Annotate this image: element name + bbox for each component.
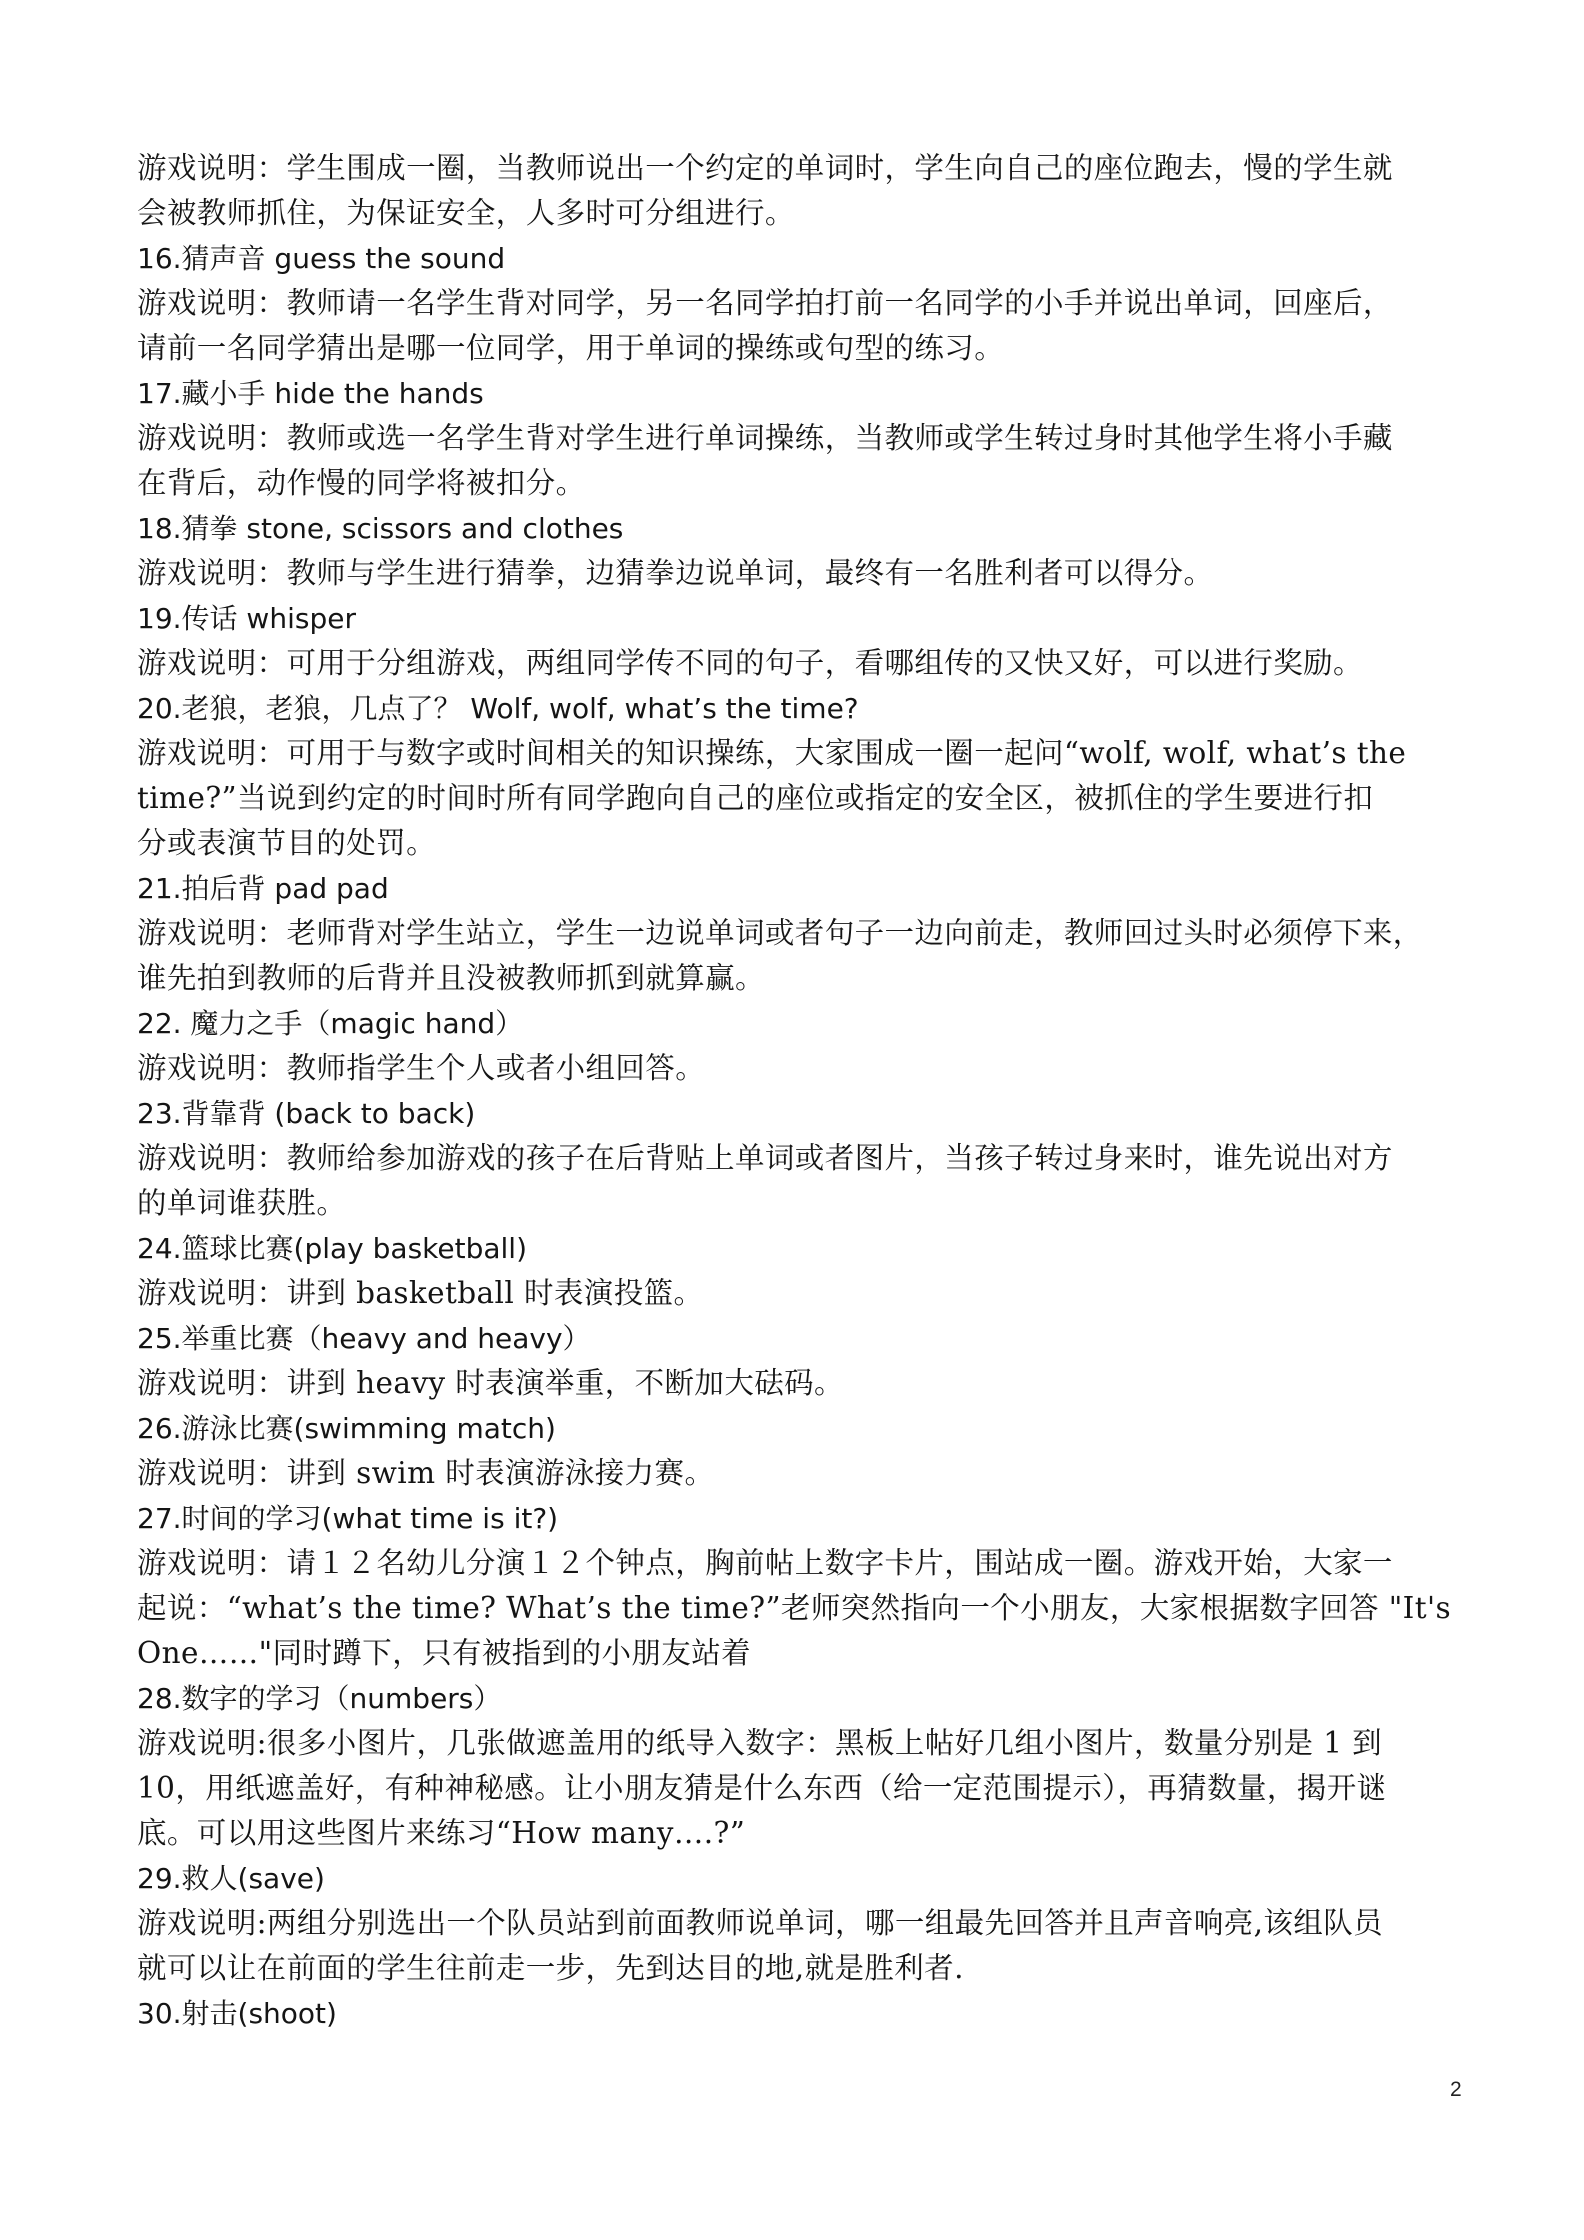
game-title-line: 21.拍后背 pad pad	[137, 872, 389, 905]
game-title-line: 24.篮球比赛(play basketball)	[137, 1232, 527, 1265]
document-body	[137, 146, 1482, 2036]
description-line: 10，用纸遮盖好，有种神秘感。让小朋友猜是什么东西（给一定范围提示），再猜数量，揭开谜	[137, 1771, 1387, 1805]
description-line: 游戏说明：讲到 heavy 时表演举重，不断加大砝码。	[137, 1366, 844, 1400]
game-title-line: 30.射击(shoot)	[137, 1997, 337, 2030]
description-line: 会被教师抓住，为保证安全，人多时可分组进行。	[137, 196, 795, 230]
page-number: 2	[1450, 2078, 1462, 2101]
game-title-line: 19.传话 whisper	[137, 602, 356, 635]
description-line: 游戏说明：请１２名幼儿分演１２个钟点，胸前帖上数字卡片，围站成一圈。游戏开始，大家一	[137, 1546, 1393, 1580]
description-line: 游戏说明：讲到 swim 时表演游泳接力赛。	[137, 1456, 715, 1490]
description-line: 分或表演节目的处罚。	[137, 826, 437, 860]
game-title-line: 17.藏小手 hide the hands	[137, 377, 484, 410]
game-title-line: 23.背靠背 (back to back)	[137, 1097, 476, 1130]
game-title-line: 27.时间的学习(what time is it?)	[137, 1502, 559, 1535]
description-line: 游戏说明：教师请一名学生背对同学，另一名同学拍打前一名同学的小手并说出单词，回座后，	[137, 286, 1393, 320]
description-line: 请前一名同学猜出是哪一位同学，用于单词的操练或句型的练习。	[137, 331, 1005, 365]
game-title-line: 26.游泳比赛(swimming match)	[137, 1412, 556, 1445]
description-line: 的单词谁获胜。	[137, 1186, 347, 1220]
game-title-line: 20.老狼，老狼，几点了？ Wolf, wolf, what’s the time?	[137, 692, 859, 725]
description-line: 游戏说明：教师指学生个人或者小组回答。	[137, 1051, 706, 1085]
description-line: 游戏说明：老师背对学生站立，学生一边说单词或者句子一边向前走，教师回过头时必须停下来，	[137, 916, 1423, 950]
description-line: 游戏说明:两组分别选出一个队员站到前面教师说单词，哪一组最先回答并且声音响亮,该组队员	[137, 1906, 1384, 1940]
description-line: 游戏说明：可用于分组游戏，两组同学传不同的句子，看哪组传的又快又好，可以进行奖励。	[137, 646, 1363, 680]
description-line: One……"同时蹲下，只有被指到的小朋友站着	[137, 1636, 752, 1670]
description-line: 起说：“what’s the time? What’s the time?”老师突然指向一个小朋友，大家根据数字回答 "It's	[137, 1591, 1452, 1625]
description-line: 底。可以用这些图片来练习“How many….?”	[137, 1816, 746, 1850]
game-title-line: 18.猜拳 stone, scissors and clothes	[137, 512, 624, 545]
game-title-line: 25.举重比赛（heavy and heavy）	[137, 1322, 591, 1355]
description-line: 就可以让在前面的学生往前走一步，先到达目的地,就是胜利者.	[137, 1951, 964, 1985]
game-title-line: 28.数字的学习（numbers）	[137, 1682, 502, 1715]
description-line: 游戏说明：可用于与数字或时间相关的知识操练，大家围成一圈一起问“wolf, wolf, what’s the	[137, 736, 1407, 770]
description-line: 游戏说明：学生围成一圈，当教师说出一个约定的单词时，学生向自己的座位跑去，慢的学生就	[137, 151, 1393, 185]
description-line: time?”当说到约定的时间时所有同学跑向自己的座位或指定的安全区，被抓住的学生要进行扣	[137, 781, 1374, 815]
description-line: 游戏说明：教师或选一名学生背对学生进行单词操练，当教师或学生转过身时其他学生将小手藏	[137, 421, 1393, 455]
game-title-line: 22. 魔力之手（magic hand）	[137, 1007, 524, 1040]
game-title-line: 16.猜声音 guess the sound	[137, 242, 506, 275]
description-line: 游戏说明：教师与学生进行猜拳，边猜拳边说单词，最终有一名胜利者可以得分。	[137, 556, 1214, 590]
description-line: 在背后，动作慢的同学将被扣分。	[137, 466, 586, 500]
description-line: 游戏说明：讲到 basketball 时表演投篮。	[137, 1276, 704, 1310]
description-line: 游戏说明：教师给参加游戏的孩子在后背贴上单词或者图片，当孩子转过身来时，谁先说出对方	[137, 1141, 1393, 1175]
description-line: 游戏说明:很多小图片，几张做遮盖用的纸导入数字：黑板上帖好几组小图片，数量分别是 1 到	[137, 1726, 1383, 1760]
game-title-line: 29.救人(save)	[137, 1862, 325, 1895]
description-line: 谁先拍到教师的后背并且没被教师抓到就算赢。	[137, 961, 765, 995]
